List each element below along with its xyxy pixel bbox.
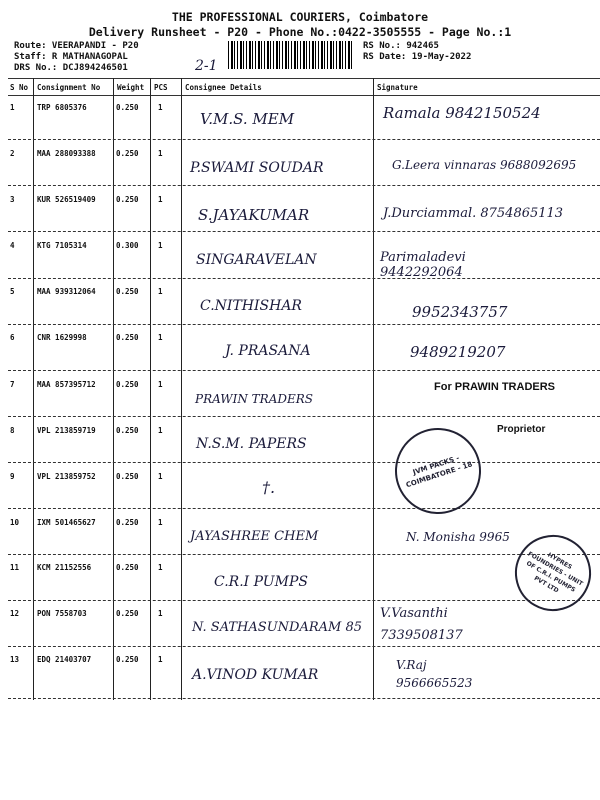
row-consignment: KUR 526519409 — [37, 195, 96, 204]
col-divider — [113, 78, 114, 700]
row-consignment: VPL 213859752 — [37, 472, 96, 481]
row-pcs: 1 — [158, 287, 163, 296]
row-pcs: 1 — [158, 655, 163, 664]
company-title: THE PROFESSIONAL COURIERS, Coimbatore — [171, 10, 429, 24]
row-consignment: KTG 7105314 — [37, 241, 87, 250]
table-top-line — [8, 78, 600, 79]
row-consignee: N. SATHASUNDARAM 85 — [192, 620, 362, 635]
row-sno: 6 — [10, 333, 15, 342]
row-pcs: 1 — [158, 380, 163, 389]
col-header-signature: Signature — [377, 83, 418, 92]
runsheet-title: Delivery Runsheet - P20 - Phone No.:0422-3505555 - Page No.:1 — [88, 25, 512, 39]
row-divider — [8, 231, 600, 232]
row-signature: Ramala 9842150524 — [383, 104, 541, 122]
row-consignment: TRP 6805376 — [37, 103, 87, 112]
row-weight: 0.250 — [116, 472, 139, 481]
row-consignee: N.S.M. PAPERS — [196, 436, 307, 452]
row-consignee: PRAWIN TRADERS — [195, 392, 314, 406]
hypres-stamp-text: HYPRES FOUNDRIES - UNIT OF C.R.I. PUMPS PVT LTD — [524, 550, 584, 595]
row-pcs: 1 — [158, 103, 163, 112]
col-header-consignee: Consignee Details — [185, 83, 262, 92]
drs-number: DRS No.: DCJ894246501 — [14, 63, 128, 73]
row-signature: G.Leera vinnaras 9688092695 — [392, 158, 577, 172]
row-consignee: V.M.S. MEM — [200, 110, 295, 128]
row-consignment: MAA 288093388 — [37, 149, 96, 158]
row-weight: 0.250 — [116, 563, 139, 572]
col-header-weight: Weight — [117, 83, 145, 92]
col-divider — [181, 78, 182, 700]
row-signature: J.Durciammal. 8754865113 — [383, 206, 564, 221]
row-signature: Parimaladevi 9442292064 — [380, 250, 466, 280]
row-weight: 0.250 — [116, 333, 139, 342]
row-consignment: EDQ 21403707 — [37, 655, 92, 664]
table-header-line — [8, 95, 600, 96]
row-divider — [8, 600, 600, 601]
row-sno: 1 — [10, 103, 15, 112]
row-consignment: PON 7558703 — [37, 609, 87, 618]
company-stamp-text: For PRAWIN TRADERS — [434, 381, 555, 393]
row-divider — [8, 698, 600, 699]
row-signature: 9952343757 — [412, 303, 508, 321]
row-sno: 4 — [10, 241, 15, 250]
row-divider — [8, 646, 600, 647]
row-divider — [8, 185, 600, 186]
row-pcs: 1 — [158, 149, 163, 158]
row-weight: 0.250 — [116, 195, 139, 204]
row-signature: N. Monisha 9965 — [406, 530, 510, 544]
row-pcs: 1 — [158, 472, 163, 481]
row-weight: 0.250 — [116, 655, 139, 664]
row-consignee: S.JAYAKUMAR — [198, 206, 310, 224]
col-header-consignment: Consignment No — [37, 83, 101, 92]
row-weight: 0.250 — [116, 609, 139, 618]
col-divider — [373, 78, 374, 700]
row-weight: 0.250 — [116, 518, 139, 527]
row-consignee: P.SWAMI SOUDAR — [190, 160, 324, 176]
row-divider — [8, 139, 600, 140]
row-consignee: A.VINOD KUMAR — [192, 667, 319, 683]
row-consignment: MAA 939312064 — [37, 287, 96, 296]
row-pcs: 1 — [158, 333, 163, 342]
row-sno: 8 — [10, 426, 15, 435]
row-weight: 0.250 — [116, 149, 139, 158]
col-divider — [33, 78, 34, 700]
row-pcs: 1 — [158, 563, 163, 572]
row-pcs: 1 — [158, 518, 163, 527]
row-pcs: 1 — [158, 426, 163, 435]
row-consignment: CNR 1629998 — [37, 333, 87, 342]
row-consignment: IXM 501465627 — [37, 518, 96, 527]
row-divider — [8, 508, 600, 509]
row-signature: 9489219207 — [410, 343, 506, 361]
row-sno: 3 — [10, 195, 15, 204]
row-sno: 5 — [10, 287, 15, 296]
row-signature: V.Vasanthi 7339508137 — [380, 606, 463, 643]
row-consignment: MAA 857395712 — [37, 380, 96, 389]
row-consignee: C.NITHISHAR — [200, 298, 302, 314]
row-consignee: C.R.I PUMPS — [214, 574, 308, 590]
rs-date: RS Date: 19-May-2022 — [363, 52, 472, 62]
row-divider — [8, 324, 600, 325]
row-sno: 11 — [10, 563, 20, 572]
row-pcs: 1 — [158, 609, 163, 618]
row-weight: 0.250 — [116, 287, 139, 296]
row-weight: 0.300 — [116, 241, 139, 250]
row-consignment: VPL 213859719 — [37, 426, 96, 435]
row-sno: 10 — [10, 518, 20, 527]
row-weight: 0.250 — [116, 426, 139, 435]
row-signature: V.Raj 9566665523 — [396, 658, 473, 690]
ditto-mark: †. — [262, 478, 276, 497]
handwritten-mark: 2-1 — [195, 58, 218, 74]
proprietor-text: Proprietor — [497, 424, 546, 435]
col-divider — [150, 78, 151, 700]
row-consignment: KCM 21152556 — [37, 563, 92, 572]
row-divider — [8, 370, 600, 371]
rs-number: RS No.: 942465 — [363, 41, 439, 51]
staff-text: Staff: R MATHANAGOPAL — [14, 52, 128, 62]
row-sno: 12 — [10, 609, 20, 618]
jvm-stamp-text: JVM PACKS - COIMBATORE - 18 — [405, 454, 474, 490]
row-sno: 9 — [10, 472, 15, 481]
row-consignee: J. PRASANA — [225, 343, 311, 359]
row-sno: 7 — [10, 380, 15, 389]
row-pcs: 1 — [158, 195, 163, 204]
row-divider — [8, 554, 600, 555]
row-divider — [8, 416, 600, 417]
row-sno: 13 — [10, 655, 20, 664]
row-consignee: SINGARAVELAN — [196, 252, 317, 268]
route-text: Route: VEERAPANDI - P20 — [14, 41, 139, 51]
row-pcs: 1 — [158, 241, 163, 250]
barcode-image — [228, 41, 352, 69]
row-divider — [8, 462, 600, 463]
row-sno: 2 — [10, 149, 15, 158]
row-weight: 0.250 — [116, 103, 139, 112]
row-weight: 0.250 — [116, 380, 139, 389]
row-consignee: JAYASHREE CHEM — [190, 529, 319, 544]
row-divider — [8, 278, 600, 279]
col-header-pcs: PCS — [154, 83, 168, 92]
col-header-sno: S No — [10, 83, 29, 92]
